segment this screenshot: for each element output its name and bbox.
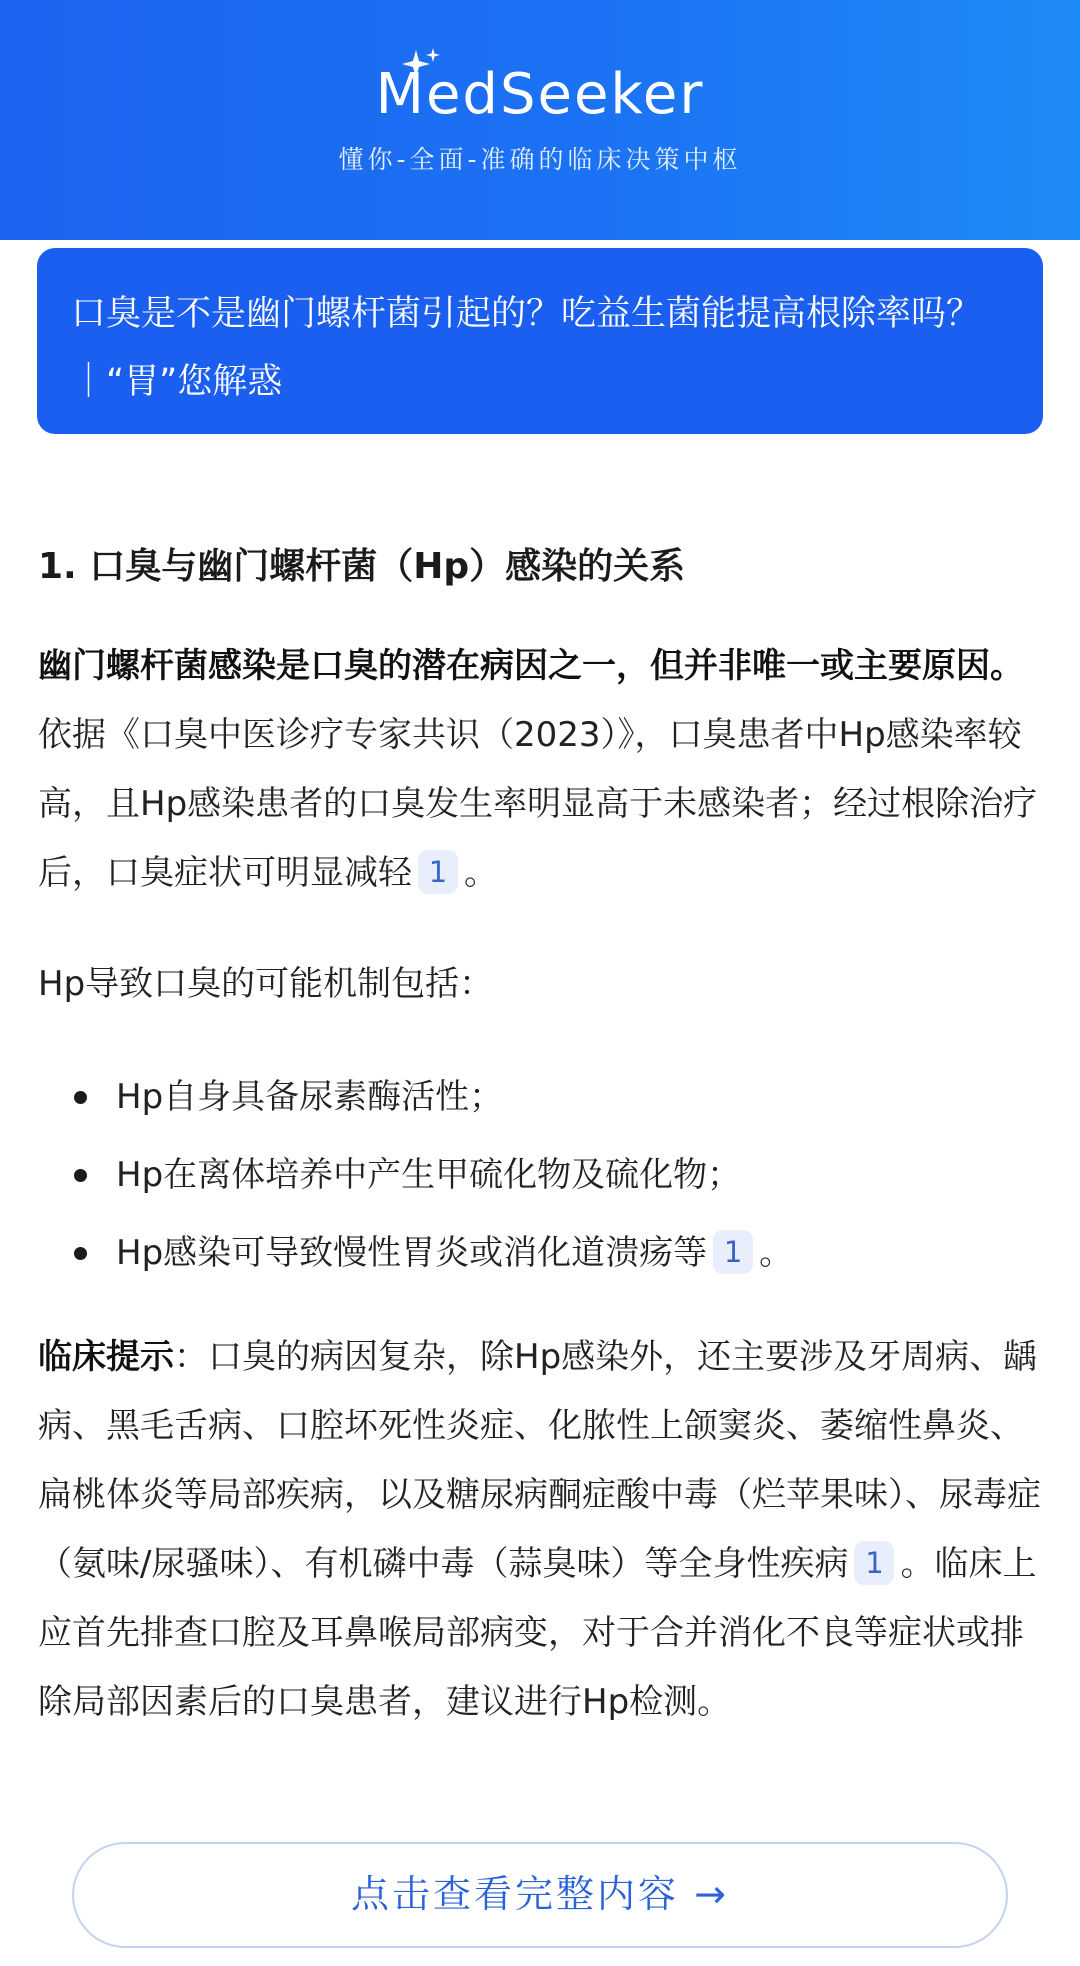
citation-badge[interactable]: 1 xyxy=(854,1541,894,1585)
clinical-tip-text-2: 。临床上应首先排查口腔及耳鼻喉局部病变，对于合并消化不良等症状或排除局部因素后的口臭患者，建议进行Hp检测。 xyxy=(38,1544,1037,1722)
question-bubble xyxy=(37,248,1043,434)
question-text: 口臭是不是幽门螺杆菌引起的？吃益生菌能提高根除率吗？｜“胃”您解惑 xyxy=(71,294,982,402)
key-conclusion: 幽门螺杆菌感染是口臭的潜在病因之一，但并非唯一或主要原因。 xyxy=(38,646,1024,686)
brand-logo: MedSeeker xyxy=(375,62,705,127)
app-header xyxy=(0,0,1080,240)
view-full-content-button[interactable]: 点击查看完整内容 → xyxy=(72,1842,1008,1948)
list-item-text: Hp感染可导致慢性胃炎或消化道溃疡等 xyxy=(116,1233,708,1273)
citation-badge[interactable]: 1 xyxy=(713,1230,753,1274)
list-item xyxy=(72,1058,1052,1136)
citation-badge[interactable]: 1 xyxy=(418,850,458,894)
clinical-tip-text: ：口臭的病因复杂，除Hp感染外，还主要涉及牙周病、龋病、黑毛舌病、口腔坏死性炎症、化脓性上颌窦炎、萎缩性鼻炎、扁桃体炎等局部疾病，以及糖尿病酮症酸中毒（烂苹果味）、尿毒症（氨味/尿骚味）、有机磷中毒（蒜臭味）等全身性疾病 xyxy=(38,1337,1041,1584)
mechanism-list xyxy=(72,1058,1052,1292)
paragraph-text: 依据《口臭中医诊疗专家共识（2023）》，口臭患者中Hp感染率较高，且Hp感染患者的口臭发生率明显高于未感染者；经过根除治疗后，口臭症状可明显减轻 xyxy=(38,715,1038,893)
brand-tagline: 懂你-全面-准确的临床决策中枢 xyxy=(338,145,742,174)
section-heading: 1. 口臭与幽门螺杆菌（Hp）感染的关系 xyxy=(38,546,686,587)
answer-paragraph-1 xyxy=(38,632,1048,908)
list-item-text: Hp自身具备尿素酶活性； xyxy=(116,1077,504,1117)
list-item xyxy=(72,1214,1052,1292)
list-item-end: 。 xyxy=(759,1233,794,1273)
list-item-text: Hp在离体培养中产生甲硫化物及硫化物； xyxy=(116,1155,742,1195)
clinical-tip xyxy=(38,1323,1048,1737)
paragraph-end: 。 xyxy=(464,853,498,893)
list-item xyxy=(72,1136,1052,1214)
mechanism-intro: Hp导致口臭的可能机制包括： xyxy=(38,964,494,1004)
clinical-tip-label: 临床提示 xyxy=(38,1337,174,1377)
